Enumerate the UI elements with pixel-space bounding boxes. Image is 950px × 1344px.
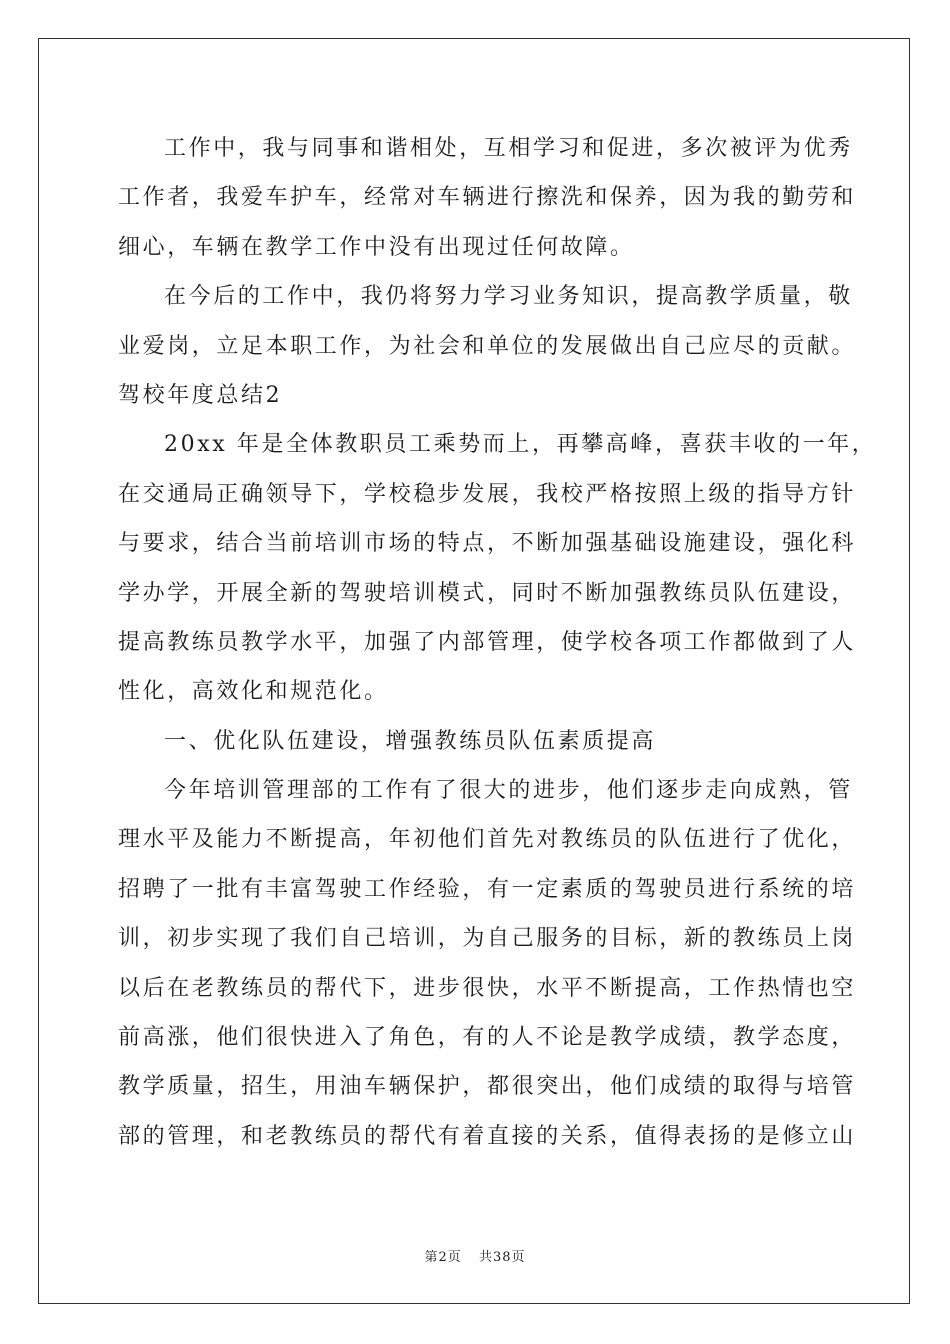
paragraph-line: 今年培训管理部的工作有了很大的进步，他们逐步走向成熟，管 <box>164 778 853 804</box>
paragraph-line: 工作中，我与同事和谐相处，互相学习和促进，多次被评为优秀 <box>164 136 853 161</box>
page-total: 共38页 <box>478 1250 526 1265</box>
paragraph-line: 学办学，开展全新的驾驶培训模式，同时不断加强教练员队伍建设， <box>118 580 857 606</box>
paragraph-line: 理水平及能力不断提高，年初他们首先对教练员的队伍进行了优化， <box>118 827 857 853</box>
paragraph-line: 以后在老教练员的帮代下，进步很快，水平不断提高，工作热情也空 <box>118 975 857 1001</box>
page-number: 第2页 <box>424 1250 462 1265</box>
section-title: 驾校年度总结2 <box>118 382 283 408</box>
paragraph-line: 在交通局正确领导下，学校稳步发展，我校严格按照上级的指导方针 <box>118 481 857 507</box>
paragraph-line: 部的管理，和老教练员的帮代有着直接的关系，值得表扬的是修立山 <box>118 1123 857 1149</box>
paragraph-line: 训，初步实现了我们自己培训，为自己服务的目标，新的教练员上岗 <box>118 926 857 952</box>
page-footer <box>0 1246 950 1265</box>
paragraph-line: 工作者，我爱车护车，经常对车辆进行擦洗和保养，因为我的勤劳和 <box>118 185 857 211</box>
paragraph-line: 20xx 年是全体教职员工乘势而上，再攀高峰，喜获丰收的一年， <box>164 432 877 458</box>
paragraph-line: 业爱岗，立足本职工作，为社会和单位的发展做出自己应尽的贡献。 <box>118 333 857 359</box>
paragraph-line: 招聘了一批有丰富驾驶工作经验，有一定素质的驾驶员进行系统的培 <box>118 876 857 902</box>
subsection-heading: 一、优化队伍建设，增强教练员队伍素质提高 <box>164 728 657 754</box>
paragraph-line: 前高涨，他们很快进入了角色，有的人不论是教学成绩，教学态度， <box>118 1025 857 1051</box>
paragraph-line: 性化，高效化和规范化。 <box>118 679 389 705</box>
document-body <box>118 124 877 1161</box>
paragraph-line: 提高教练员教学水平，加强了内部管理，使学校各项工作都做到了人 <box>118 629 857 655</box>
paragraph-line: 在今后的工作中，我仍将努力学习业务知识，提高教学质量，敬 <box>164 284 853 310</box>
paragraph-line: 与要求，结合当前培训市场的特点，不断加强基础设施建设，强化科 <box>118 531 857 557</box>
paragraph-line: 细心，车辆在教学工作中没有出现过任何故障。 <box>118 234 635 260</box>
paragraph-line: 教学质量，招生，用油车辆保护，都很突出，他们成绩的取得与培管 <box>118 1074 857 1100</box>
